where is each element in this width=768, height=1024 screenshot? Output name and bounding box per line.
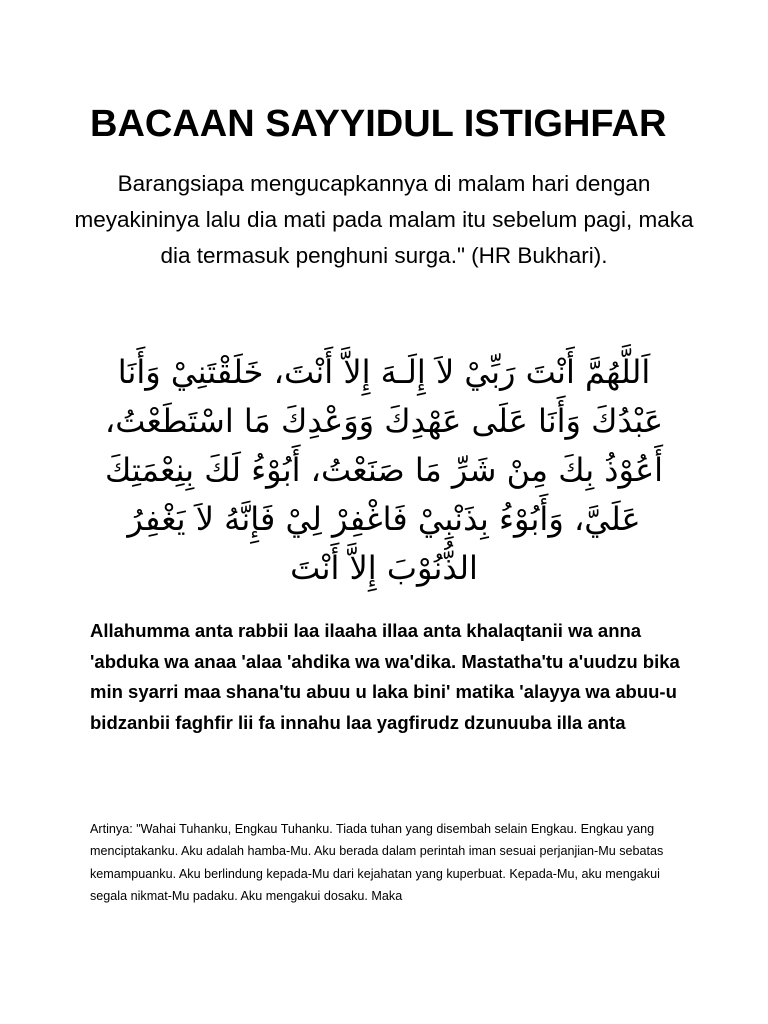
translation-paragraph: Artinya: "Wahai Tuhanku, Engkau Tuhanku. Tiada tuhan yang disembah selain Engkau. Engkau yang menciptakanku. Aku adalah hamba-Mu. Aku berada dalam perintah iman sesuai perjanjian-Mu sebatas kemampuanku. Aku berlindung kepada-Mu dari kejahatan yang kuperbuat. Kepada-Mu, aku mengakui segala nikmat-Mu padaku. Aku mengakui dosaku. Maka [90,822,664,903]
transliteration-paragraph: Allahumma anta rabbii laa ilaaha illaa anta khalaqtanii wa anna 'abduka wa anaa 'alaa 'ahdika wa wa'dika. Mastatha'tu a'uudzu bika min syarri maa shana'tu abuu u laka bini' matika 'alayya wa abuu-u bidzanbii faghfir lii fa innahu laa yagfirudz dzunuuba illa anta [90,620,680,733]
page-title: BACAAN SAYYIDUL ISTIGHFAR [90,103,667,145]
arabic-prayer-text: اَللَّهُمَّ أَنْتَ رَبِّيْ لاَ إِلَـهَ إِلاَّ أَنْتَ، خَلَقْتَنِيْ وَأَنَا عَبْدُكَ وَأَنَا عَلَى عَهْدِكَ وَوَعْدِكَ مَا اسْتَطَعْتُ، أَعُوْذُ بِكَ مِنْ شَرِّ مَا صَنَعْتُ، أَبُوْءُ لَكَ بِنِعْمَتِكَ عَلَيَّ، وَأَبُوْءُ بِذَنْبِيْ فَاغْفِرْ لِيْ فَإِنَّهُ لاَ يَغْفِرُ الذُّنُوْبَ إِلاَّ أَنْتَ [104,353,664,587]
intro-paragraph: Barangsiapa mengucapkannya di malam hari dengan meyakininya lalu dia mati pada malam itu sebelum pagi, maka dia termasuk penghuni surga." (HR Bukhari). [74,171,694,268]
